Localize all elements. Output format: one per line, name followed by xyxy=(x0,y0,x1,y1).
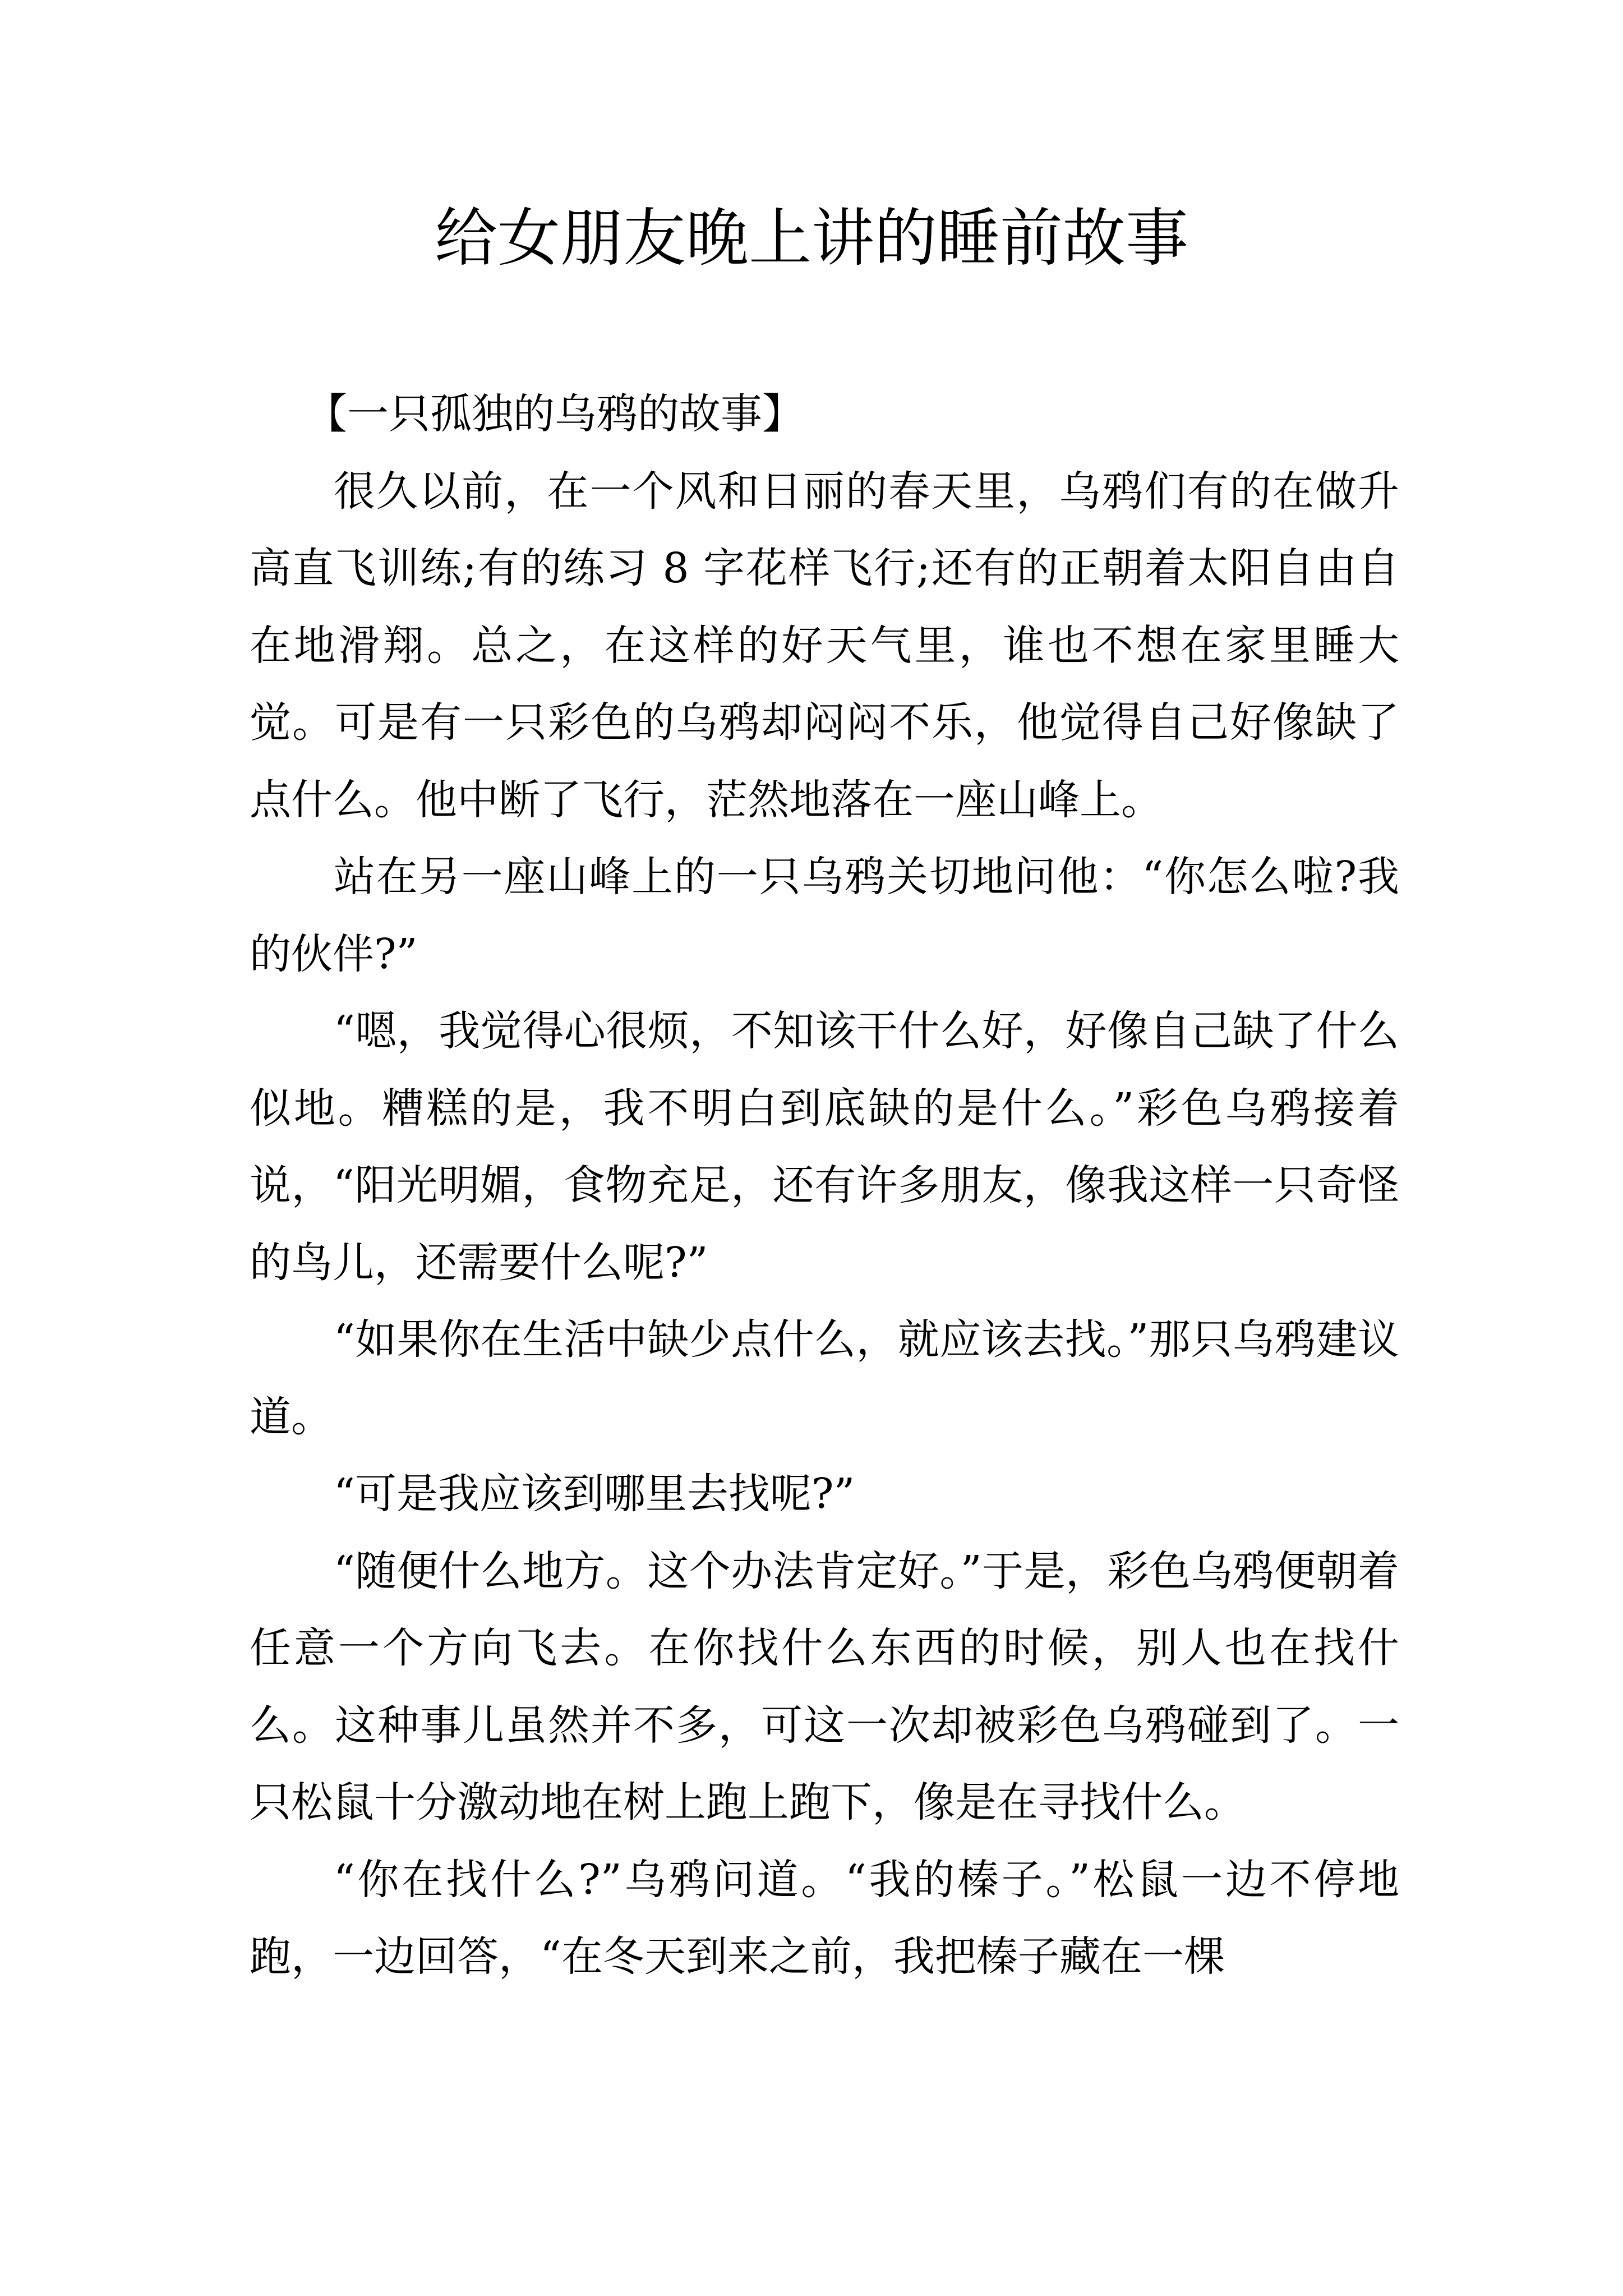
document-title: 给女朋友晚上讲的睡前故事 xyxy=(435,202,1188,275)
paragraph: “你在找什么?”乌鸦问道。“我的榛子。”松鼠一边不停地跑，一边回答，“在冬天到来之前，我把榛子藏在一棵 xyxy=(250,1855,1399,1981)
paragraph: 站在另一座山峰上的一只乌鸦关切地问他：“你怎么啦?我的伙伴?” xyxy=(250,853,1399,978)
paragraph: 很久以前，在一个风和日丽的春天里，乌鸦们有的在做升高直飞训练;有的练习 8 字花样飞行;还有的正朝着太阳自由自在地滑翔。总之，在这样的好天气里，谁也不想在家里睡大觉。可是有一只彩色的乌鸦却闷闷不乐，他觉得自己好像缺了点什么。他中断了飞行，茫然地落在一座山峰上。 xyxy=(250,467,1399,824)
paragraph: “随便什么地方。这个办法肯定好。”于是，彩色乌鸦便朝着任意一个方向飞去。在你找什么东西的时候，别人也在找什么。这种事儿虽然并不多，可这一次却被彩色乌鸦碰到了。一只松鼠十分激动地在树上跑上跑下，像是在寻找什么。 xyxy=(250,1547,1399,1826)
story-heading: 【一只孤独的乌鸦的故事】 xyxy=(306,390,804,438)
paragraph: “嗯，我觉得心很烦，不知该干什么好，好像自己缺了什么似地。糟糕的是，我不明白到底缺的是什么。”彩色乌鸦接着说，“阳光明媚，食物充足，还有许多朋友，像我这样一只奇怪的鸟儿，还需要什么呢?” xyxy=(250,1007,1399,1287)
document-body xyxy=(250,376,1399,1996)
paragraph: “如果你在生活中缺少点什么，就应该去找。”那只乌鸦建议道。 xyxy=(250,1315,1399,1441)
paragraph: “可是我应该到哪里去找呢?” xyxy=(334,1470,855,1518)
